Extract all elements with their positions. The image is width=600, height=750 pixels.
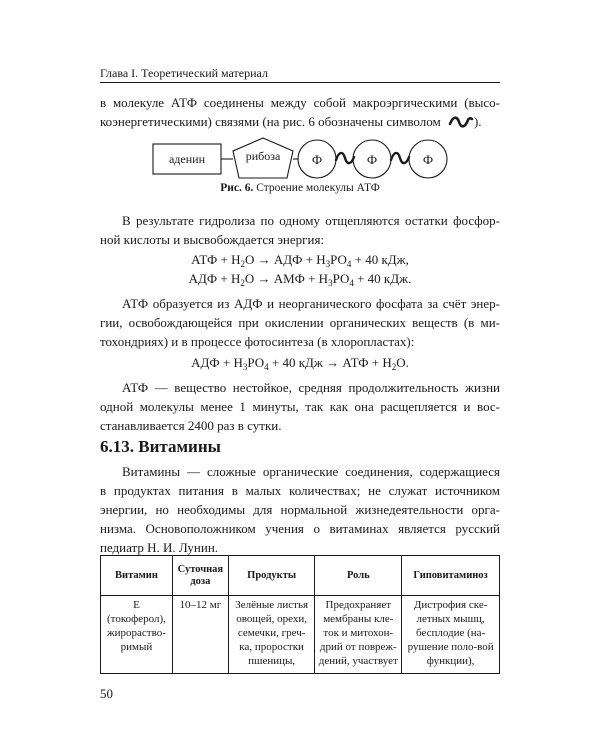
intro-line (100, 112, 500, 131)
unstable-line: станавливается 2400 раз в сутки. (100, 418, 282, 433)
table-cell-dose: 10–12 мг (172, 596, 228, 674)
intro-line: в молекуле АТФ соединены между собой макроэргическими (высо- (100, 95, 500, 110)
table-header-cell: Суточная доза (172, 556, 228, 596)
macroergic-bond (391, 153, 409, 163)
table-cell-vitamin: Е (токоферол), жирораство-римый (101, 596, 173, 674)
vitamins-table (100, 555, 500, 674)
figure-caption-number: Рис. 6. (220, 182, 254, 194)
unstable-line: АТФ — вещество нестойкое, средняя продолжительность жизни (122, 380, 500, 395)
intro-line-text: коэнергетическими) связями (на рис. 6 обозначены символом (100, 114, 441, 129)
ribose-label: рибоза (245, 149, 281, 163)
formula-part: РО (330, 252, 347, 267)
table-cell-deficiency: Дистрофия ске-летных мышц, бесплодие (на-рушение поло-вой функции), (402, 596, 500, 674)
hydrolysis-line: В результате гидролиза по одному отщепляются остатки фосфор- (122, 213, 500, 228)
formula-atp-hydrolysis: АТФ + $Н_2О$ → АДФ + $Н_3РО_4 + 40$ кДж, (191, 252, 409, 269)
formula-adp-hydrolysis: АДФ + $Н_2О$ → АМФ + $Н_3РО_4 + 40$ кДж. (188, 271, 412, 288)
wave-bond-icon (448, 116, 474, 128)
intro-paragraph (100, 93, 500, 131)
table-header-cell: Гиповитаминоз (402, 556, 500, 596)
table-cell-role: Предохраняет мембраны кле-ток и митохон-дрий от повреж-дений, участвует (315, 596, 402, 674)
phosphate-label: Ф (311, 152, 323, 167)
synthesis-line: АТФ образуется из АДФ и неорганического фосфата за счёт энер- (122, 296, 500, 311)
vitamins-line: педиатр Н. И. Лунин. (100, 540, 219, 555)
unstable-line: одной молекулы менее 1 минуты, так как она расщепляется и вос- (100, 399, 500, 414)
hydrolysis-line: ной кислоты и высвобождается энергия: (100, 232, 325, 247)
phosphate-label: Ф (366, 152, 378, 167)
macroergic-bond (336, 153, 354, 163)
vitamins-line: энергии, но необходимы для нормальной жизнедеятельности орга- (100, 502, 500, 517)
vitamins-line: Витамины — сложные органические соединения, содержащиеся (122, 464, 500, 479)
formula-part: АДФ + Н (188, 271, 241, 286)
phosphate-label: Ф (422, 152, 434, 167)
vitamins-line: низма. Основоположником учения о витаминах является русский (100, 521, 500, 536)
figure-caption-text: Строение молекулы АТФ (256, 182, 380, 194)
synthesis-line: тохондриях) и в процессе фотосинтеза (в хлоропластах): (100, 334, 415, 349)
running-header: Глава I. Теоретический материал (100, 66, 268, 80)
formula-part: + 40 кДж → АТФ + Н (268, 355, 392, 370)
adenine-label: аденин (168, 152, 206, 166)
formula-part: РО (332, 271, 350, 286)
synthesis-paragraph (100, 294, 500, 351)
atp-diagram (152, 137, 452, 181)
figure-caption (100, 182, 500, 194)
synthesis-line: гии, освобождающейся при окислении органических веществ (в ми- (100, 315, 500, 330)
table-header-cell: Витамин (101, 556, 173, 596)
formula-part: АДФ + Н (191, 355, 243, 370)
section-title: 6.13. Витамины (100, 437, 221, 456)
table-header-row (101, 556, 500, 596)
formula-part: О → АМФ + Н (244, 271, 329, 286)
page-number: 50 (100, 686, 113, 701)
vitamins-line: в продуктах питания в малых количествах; не служат источником (100, 483, 500, 498)
formula-part: АТФ + Н (191, 252, 241, 267)
formula-part: О. (396, 355, 409, 370)
vitamins-paragraph (100, 462, 500, 557)
formula-atp-synthesis: АДФ + $Н_3РО_4 + 40$ кДж → АТФ + $Н_2О$. (191, 355, 409, 372)
formula-part: + 40 кДж. (353, 271, 412, 286)
formula-part: + 40 кДж, (351, 252, 409, 267)
unstable-paragraph (100, 378, 500, 435)
table-row (101, 596, 500, 674)
header-rule (100, 82, 500, 83)
table-cell-products: Зелёные листья овощей, орехи, семечки, греч-ка, проростки пшеницы, (228, 596, 315, 674)
table-header-cell: Роль (315, 556, 402, 596)
hydrolysis-paragraph (100, 211, 500, 249)
formula-part: О → АДФ + Н (244, 252, 326, 267)
formula-part: РО (247, 355, 265, 370)
intro-line-end: ). (473, 114, 482, 129)
table-header-cell: Продукты (228, 556, 315, 596)
